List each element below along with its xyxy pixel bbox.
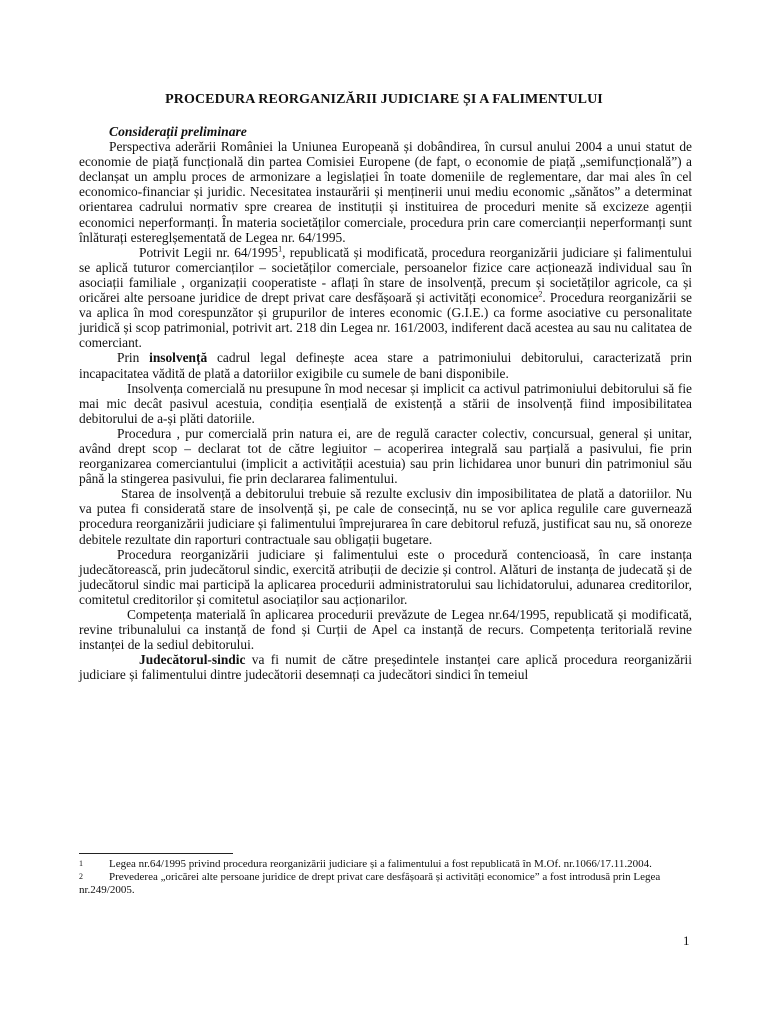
paragraph-text: Prin [117, 350, 150, 366]
footnotes [79, 858, 692, 896]
section-heading: Considerații preliminare [109, 124, 247, 139]
paragraph [79, 245, 692, 351]
paragraph: Starea de insolvență a debitorului trebuie să rezulte exclusiv din imposibilitatea de plată a datoriilor. Nu va putea fi considerată stare de insolvență și, pe cale de consecință, nu se vor aplica regulile care guvernează procedura reorganizării judiciare și falimentului împrejurarea în care debitorul refuză, justificat sau nu, să onoreze debitele rezultate din raporturi contractuale sau obligații bugetare. [79, 486, 692, 547]
bold-term: Judecătorul-sindic [139, 652, 246, 668]
footnote-ref[interactable]: 2 [538, 289, 543, 299]
bold-term: insolvență [149, 350, 208, 366]
paragraph-text: . Procedura reorganizării se va aplica în mod corespunzător și grupurilor de interes economic (G.I.E.) ca forme asociative cu personalitate juridică și scop patrimonial, potrivit art. 218 din Legea nr. 161/2003, indiferent dacă acestea au sau nu calitatea de comerciant. [79, 290, 692, 351]
paragraph-text: va fi numit de către președintele instanței care aplică procedura reorganizării judiciare și falimentului dintre judecătorii desemnați ca judecători sindici în temeiul [79, 652, 692, 683]
footnote-text: Prevederea „oricărei alte persoane juridice de drept privat care desfășoară și activități economice” a fost introdusă prin Legea nr.249/2005. [79, 870, 661, 896]
paragraph: Procedura , pur comercială prin natura ei, are de regulă caracter colectiv, concursual, general și unitar, având drept scop – declarat tot de către legiuitor – acoperirea integrală sau parțială a pasivului, fie prin reorganizarea comerciantului (implicit a activității acestuia) sau prin lichidarea unor bunuri din patrimoniul său până la stingerea pasivului, fie prin declararea falimentului. [79, 425, 692, 487]
paragraph: Competența materială în aplicarea procedurii prevăzute de Legea nr.64/1995, republicată și modificată, revine tribunalului ca instanță de fond și Curții de Apel ca instanță de recurs. Competența teritorială revine instanței de la sediul debitorului. [79, 607, 692, 653]
paragraph: Insolvența comercială nu presupune în mod necesar și implicit ca activul patrimoniului debitorului să fie mai mic decât pasivul acestuia, condiția esențială de existență a stării de insolvență fiind imposibilitatea debitorului de a-și plăti datoriile. [79, 380, 692, 426]
footnote-text: Legea nr.64/1995 privind procedura reorganizării judiciare și a falimentului a fost republicată în M.Of. nr.1066/17.11.2004. [109, 858, 652, 870]
paragraph-text: Potrivit Legii nr. 64/1995 [139, 244, 279, 260]
paragraph [79, 652, 692, 682]
paragraph-text: cadrul legal definește acea stare a patrimoniului debitorului, caracterizată prin incapacitatea vădită de plată a datoriilor exigibile cu sumele de bani disponibile. [79, 350, 693, 381]
page-title: PROCEDURA REORGANIZĂRII JUDICIARE ȘI A FALIMENTULUI [165, 92, 603, 107]
paragraph: Procedura reorganizării judiciare și falimentului este o procedură contencioasă, în care instanța judecătorească, prin judecătorul sindic, exercită atribuții de decizie și control. Alături de instanța de judecată și de judecătorul sindic mai participă la aplicarea procedurii administratorului sau lichidatorului, adunarea creditorilor, comitetul creditorilor și comitetul asociaților sau acționarilor. [79, 546, 692, 607]
footnote-ref[interactable]: 1 [278, 244, 283, 254]
footnote [79, 858, 692, 871]
footnote [79, 871, 692, 897]
paragraph-text: , republicată și modificată, procedura reorganizării judiciare și falimentului se aplică tuturor comercianților – societăților comerciale, persoanelor fizice care acționează individual sau în asociații familiale , organizații cooperatiste - aflați în stare de insolvență, precum și societăților agricole, ca și oricărei alte persoane juridice de drept privat care desfășoară și activități economice [79, 244, 692, 306]
footnote-number: 2 [79, 871, 83, 881]
paragraph [79, 350, 692, 380]
paragraph: Perspectiva aderării României la Uniunea Europeană și dobândirea, în cursul anului 2004 a unui statut de economie de piață funcțională din partea Comisiei Europene (de fapt, o economie de piață „semifuncțională”) a declanșat un amplu proces de armonizare a legislației în toate domeniile de reglementare, dar mai ales în cel economico-financiar și juridic. Necesitatea instaurării și menținerii unui mediu economic „sănătos” a determinat orientarea cadrului normativ spre crearea de instituții și instituirea de proceduri menite să excizeze agenții economici neperformanți. În materia societăților comerciale, procedura prin care comercianții neperformanți sunt înlăturați estereglșementată de Legea nr. 64/1995. [79, 139, 692, 245]
body-text [79, 124, 692, 682]
page-number: 1 [683, 933, 690, 948]
footnote-number: 1 [79, 859, 83, 868]
footnote-divider [79, 853, 233, 854]
